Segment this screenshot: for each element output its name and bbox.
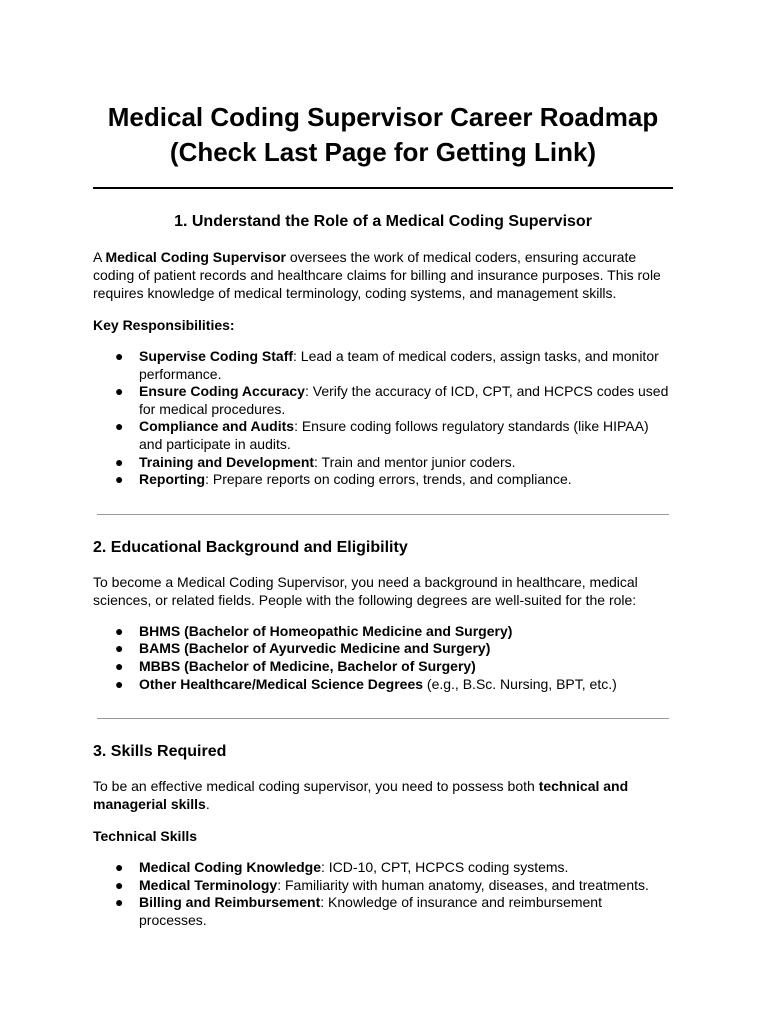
section-1-heading: 1. Understand the Role of a Medical Coding Supervisor [174,213,592,230]
section-2-heading: 2. Educational Background and Eligibility [93,538,408,556]
list-item-bold: Training and Development [139,453,315,470]
list-item [93,623,673,641]
list-item [93,676,673,694]
bullet-icon: ● [115,453,124,470]
list-item-text: : ICD-10, CPT, HCPCS coding systems. [321,859,569,876]
section-divider [97,718,669,719]
list-item-bold: Compliance and Audits [139,418,295,435]
list-item-bold: Ensure Coding Accuracy [139,383,305,400]
list-item-bold: Billing and Reimbursement [139,894,321,911]
bullet-icon: ● [115,640,124,657]
title-line-1: Medical Coding Supervisor Career Roadmap [107,102,659,132]
list-item-bold: Supervise Coding Staff [139,348,294,364]
list-item [93,471,673,489]
key-responsibilities-label: Key Responsibilities: [93,317,235,333]
title-line-2: (Check Last Page for Getting Link) [169,137,597,167]
section-3-intro-prefix: To be an effective medical coding supervisor, you need to possess both [93,778,539,795]
list-item-bold: Medical Terminology [139,876,278,893]
list-item [93,383,673,418]
list-item-text: : Lead a team of medical coders, assign tasks, and monitor performance. [139,348,659,382]
list-item-text: : Familiarity with human anatomy, diseases, and treatments. [277,876,649,893]
section-1-intro [93,248,673,302]
technical-skills-list [93,859,673,929]
bullet-icon: ● [115,876,124,893]
list-item-bold: BHMS (Bachelor of Homeopathic Medicine and Surgery) [139,622,513,639]
section-2-intro: To become a Medical Coding Supervisor, you need a background in healthcare, medical sciences, or related fields. People with the following degrees are well-suited for the role: [93,573,638,608]
list-item [93,640,673,658]
bullet-icon: ● [115,383,124,400]
list-item-bold: MBBS (Bachelor of Medicine, Bachelor of Surgery) [139,657,476,674]
bullet-icon: ● [115,622,124,639]
list-item-text: : Verify the accuracy of ICD, CPT, and HCPCS codes used for medical procedures. [139,383,669,417]
bullet-icon: ● [115,657,124,674]
bullet-icon: ● [115,859,124,876]
list-item [93,894,673,929]
list-item-text: : Knowledge of insurance and reimbursement processes. [139,894,602,928]
bullet-icon: ● [115,894,124,911]
title-divider [93,187,673,189]
list-item-text: : Train and mentor junior coders. [314,453,516,470]
section-3-intro [93,777,673,813]
section-3-intro-bold: technical and managerial skills [93,778,629,813]
list-item [93,859,673,877]
list-item [93,418,673,453]
bullet-icon: ● [115,418,124,435]
degrees-list [93,623,673,693]
document-page [93,100,673,930]
section-1-intro-bold: Medical Coding Supervisor [105,249,286,265]
bullet-icon: ● [115,675,124,692]
section-3-heading: 3. Skills Required [93,743,227,761]
list-item [93,658,673,676]
list-item-bold: Medical Coding Knowledge [139,859,322,876]
list-item-bold: BAMS (Bachelor of Ayurvedic Medicine and Surgery) [139,640,491,657]
list-item-text: : Ensure coding follows regulatory standards (like HIPAA) and participate in audits. [139,418,649,452]
technical-skills-label: Technical Skills [93,828,198,845]
list-item-bold: Reporting [139,471,206,488]
list-item [93,454,673,472]
section-1-intro-prefix: A [93,249,106,265]
list-item-text: : Prepare reports on coding errors, trends, and compliance. [205,471,572,488]
list-item-text: (e.g., B.Sc. Nursing, BPT, etc.) [423,675,617,692]
list-item [93,877,673,895]
bullet-icon: ● [115,471,124,488]
section-3-intro-suffix: . [205,796,210,813]
page-title [93,100,673,170]
section-divider [97,514,669,515]
section-1-intro-rest: oversees the work of medical coders, ensuring accurate coding of patient records and healthcare claims for billing and insurance purposes. This role requires knowledge of medical terminology, coding systems, and management skills. [93,249,661,301]
responsibilities-list [93,348,673,489]
list-item [93,348,673,383]
list-item-bold: Other Healthcare/Medical Science Degrees [139,675,424,692]
bullet-icon: ● [115,348,124,364]
